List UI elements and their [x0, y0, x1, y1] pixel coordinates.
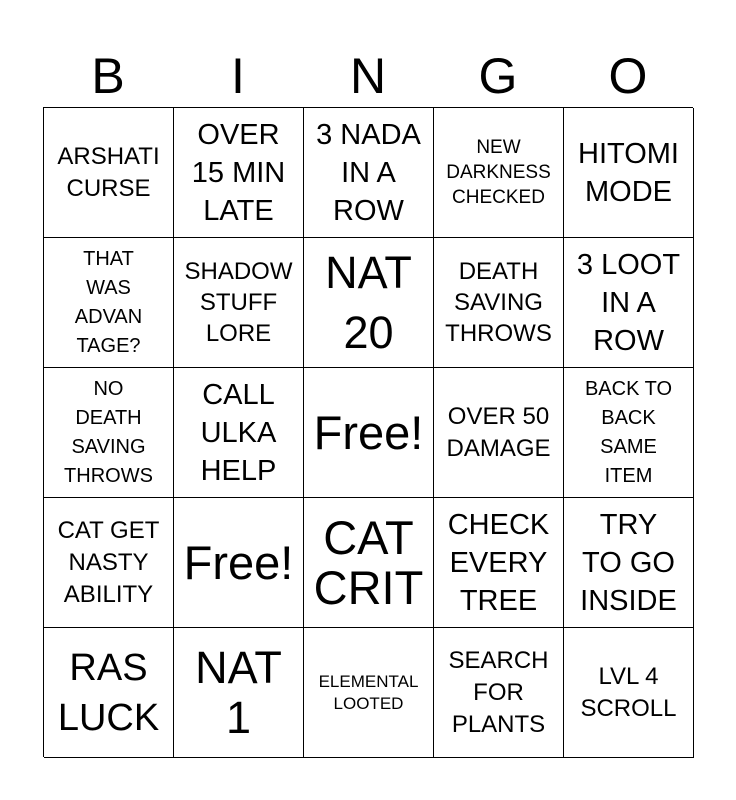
cell-text: THAT WAS ADVAN TAGE?: [74, 247, 143, 357]
bingo-cell[interactable]: [304, 628, 434, 758]
bingo-cell[interactable]: [304, 498, 434, 628]
bingo-cell[interactable]: [304, 108, 434, 238]
cell-text: NAT 20: [325, 246, 412, 358]
bingo-board: [43, 107, 693, 757]
bingo-cell[interactable]: [434, 238, 564, 368]
bingo-cell[interactable]: [434, 498, 564, 628]
cell-text: ELEMENTAL LOOTED: [318, 671, 419, 713]
bingo-cell[interactable]: [44, 238, 174, 368]
cell-text: NEW DARKNESS CHECKED: [446, 137, 551, 208]
cell-text: CAT CRIT: [313, 510, 424, 614]
bingo-header: [43, 44, 693, 108]
bingo-cell[interactable]: [44, 498, 174, 628]
cell-text: BACK TO BACK SAME ITEM: [584, 377, 673, 487]
cell-text: TRY TO GO INSIDE: [580, 508, 677, 617]
bingo-cell[interactable]: [434, 628, 564, 758]
cell-text: OVER 50 DAMAGE: [446, 402, 551, 462]
header-letter-b: B: [91, 48, 125, 104]
bingo-cell[interactable]: [564, 368, 694, 498]
bingo-cell[interactable]: [174, 628, 304, 758]
bingo-cell[interactable]: [174, 108, 304, 238]
bingo-cell[interactable]: [564, 108, 694, 238]
bingo-cell[interactable]: [434, 368, 564, 498]
cell-text: SHADOW STUFF LORE: [184, 258, 293, 347]
cell-text: HITOMI MODE: [578, 137, 679, 208]
cell-text: 3 LOOT IN A ROW: [576, 248, 681, 357]
cell-text: DEATH SAVING THROWS: [445, 258, 552, 347]
bingo-cell free-space[interactable]: [304, 368, 434, 498]
cell-text: SEARCH FOR PLANTS: [448, 646, 549, 738]
header-letter-n: N: [349, 48, 387, 104]
cell-text: NO DEATH SAVING THROWS: [64, 377, 153, 487]
cell-text: OVER 15 MIN LATE: [191, 118, 286, 227]
bingo-cell[interactable]: [44, 368, 174, 498]
header-letter-i: I: [231, 48, 245, 104]
bingo-cell[interactable]: [564, 238, 694, 368]
cell-text: CAT GET NASTY ABILITY: [57, 516, 160, 608]
cell-text: RAS LUCK: [57, 646, 160, 739]
bingo-cell[interactable]: [174, 368, 304, 498]
bingo-cell[interactable]: [174, 238, 304, 368]
cell-text: NAT 1: [195, 641, 282, 743]
cell-text: Free!: [313, 405, 424, 459]
bingo-cell[interactable]: [44, 628, 174, 758]
bingo-cell[interactable]: [564, 628, 694, 758]
bingo-cell[interactable]: [434, 108, 564, 238]
header-letter-o: O: [608, 48, 648, 104]
cell-text: 3 NADA IN A ROW: [316, 118, 421, 227]
bingo-cell[interactable]: [564, 498, 694, 628]
cell-text: LVL 4 SCROLL: [580, 662, 677, 722]
bingo-cell free-space[interactable]: [174, 498, 304, 628]
header-letter-g: G: [478, 48, 518, 104]
cell-text: CHECK EVERY TREE: [447, 508, 550, 617]
bingo-cell[interactable]: [304, 238, 434, 368]
cell-text: CALL ULKA HELP: [200, 378, 277, 487]
cell-text: ARSHATI CURSE: [57, 142, 160, 202]
bingo-cell[interactable]: [44, 108, 174, 238]
cell-text: Free!: [183, 535, 294, 589]
